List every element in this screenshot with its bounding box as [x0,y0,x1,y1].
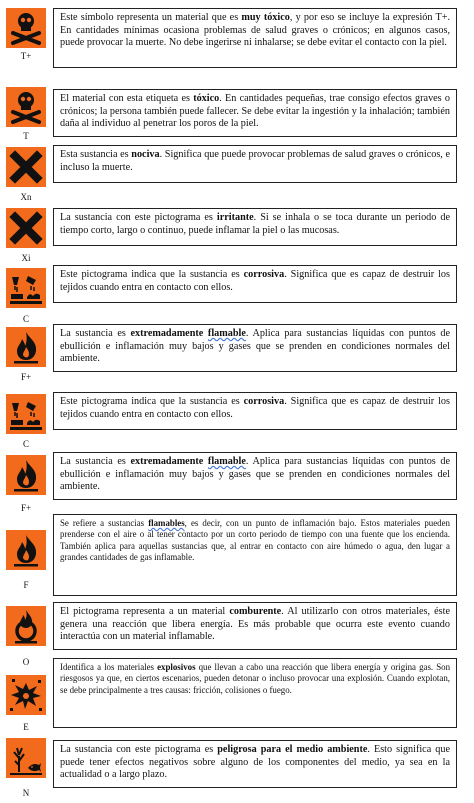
hazard-code: T [23,131,29,141]
hazard-code: C [22,314,29,324]
flame-over-circle-icon [6,606,46,646]
x-cross-icon [6,147,46,187]
hazard-code: C [22,439,29,449]
flame-icon [6,530,46,570]
hazard-description: La sustancia es extremadamente flamable. Aplica para sustancias líquidas con puntos de ebullición e inflamación muy bajos y gases que se prenden en condiciones normales del ambiente. [53,324,457,372]
hazard-code: N [22,788,30,798]
hazard-description: Identifica a los materiales explosivos que llevan a cabo una reacción que libera energía y origina gas. Son riesgosos ya que, en ciertos escenarios, pueden detonar o incluso provocar una explosión. Cuando explotan, se debe principalmente a tres causas: fricción, colisiones o fuego. [53,658,457,728]
hazard-description: La sustancia es extremadamente flamable. Aplica para sustancias líquidas con puntos de ebullición e inflamación muy bajos y gases que se prenden en condiciones normales del ambiente. [53,452,457,500]
corrosive-icon [6,394,46,434]
x-cross-icon [6,208,46,248]
flame-icon [6,327,46,367]
environment-icon [6,738,46,778]
hazard-code: F [23,580,29,590]
hazard-description: Este pictograma indica que la sustancia es corrosiva. Significa que es capaz de destruir los tejidos cuando entra en contacto con ellos. [53,392,457,430]
hazard-description: Esta sustancia es nociva. Significa que puede provocar problemas de salud graves o crónicos, e incluso la muerte. [53,145,457,183]
hazard-description: La sustancia con este pictograma es irritante. Si se inhala o se toca durante un periodo de tiempo corto, largo o continuo, puede inflamar la piel o las mucosas. [53,208,457,246]
flame-icon [6,455,46,495]
hazard-code: T+ [20,51,32,61]
hazard-description: Se refiere a sustancias flamables, es decir, con un punto de inflamación bajo. Estos materiales pueden prenderse con el aire o al tener contacto por un corto periodo de tiempo con una fuente que los encienda. También aplica para aquellas sustancias que, al entrar en contacto con aire húmedo o agua, den lugar a grandes cantidades de gas inflamable. [53,514,457,596]
hazard-code: E [23,722,29,732]
hazard-description: El pictograma representa a un material comburente. Al utilizarlo con otros materiales, éste genera una reacción que libera energía. Es más probable que ocurra este evento cuando interactúa con un material inflamable. [53,602,457,650]
hazard-code: Xi [21,253,31,263]
hazard-code: F+ [20,372,32,382]
corrosive-icon [6,268,46,308]
hazard-description: Este pictograma indica que la sustancia es corrosiva. Significa que es capaz de destruir los tejidos cuando entra en contacto con ellos. [53,265,457,303]
explosion-icon [6,675,46,715]
hazard-code: F+ [20,503,32,513]
hazard-code: Xn [20,192,32,202]
skull-crossbones-icon [6,8,46,48]
hazard-description: El material con esta etiqueta es tóxico. En cantidades pequeñas, trae consigo efectos graves o crónicos; la persona también puede fallecer. Se debe evitar la ingestión y la inhalación; también daña al individuo al penetrar los poros de la piel. [53,89,457,137]
skull-crossbones-icon [6,87,46,127]
hazard-code: O [22,657,30,667]
hazard-description: Este símbolo representa un material que es muy tóxico, y por eso se incluye la expresión T+. En cantidades mínimas ocasiona problemas de salud graves o crónicos; en algunos casos, puede provocar la muerte. No debe ingerirse ni inhalarse; se debe evitar el contacto con la piel. [53,8,457,68]
hazard-description: La sustancia con este pictograma es peligrosa para el medio ambiente. Esto significa que puede tener efectos negativos sobre alguno de los componentes del medio, ya sea en la actualidad o a largo plazo. [53,740,457,788]
